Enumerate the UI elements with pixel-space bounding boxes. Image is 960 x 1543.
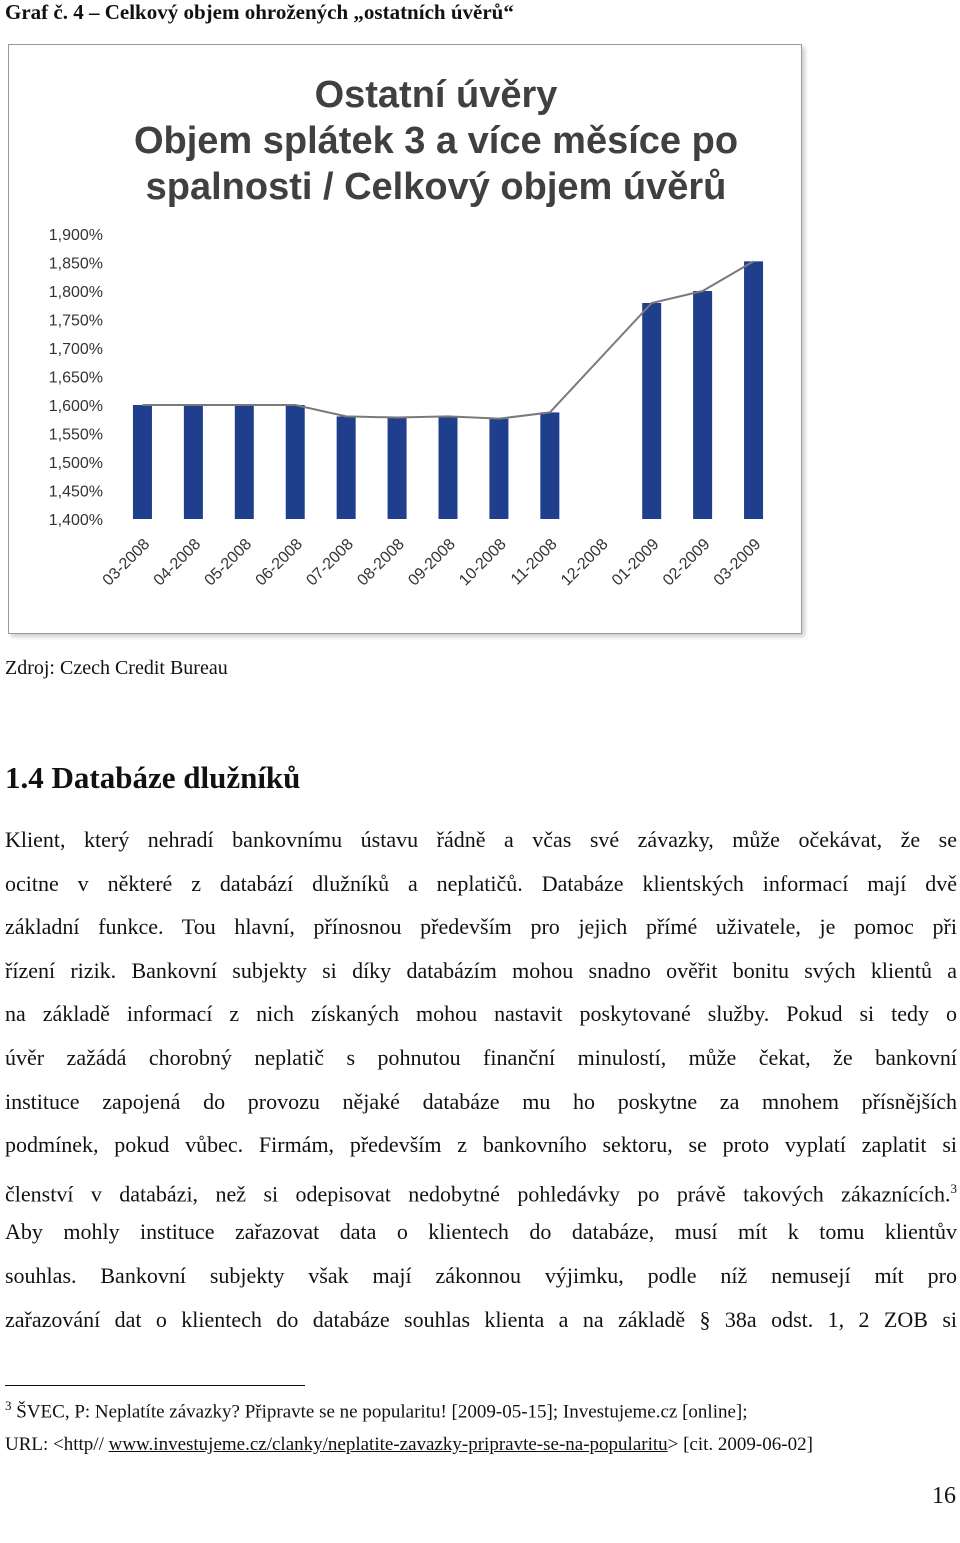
y-tick-label: 1,550% (48, 426, 103, 444)
bar (439, 416, 458, 519)
x-tick-label: 03-2008 (99, 535, 154, 590)
y-tick-label: 1,500% (48, 455, 103, 472)
x-tick-label: 01-2009 (608, 535, 663, 590)
paragraph-line: úvěr zažádá chorobný neplatič s pohnutou finanční minulostí, může čekat, že bankovní (5, 1045, 957, 1070)
y-tick-label: 1,750% (48, 312, 103, 330)
y-tick-label: 1,450% (48, 483, 103, 501)
paragraph-line: Klient, který nehradí bankovnímu ústavu řádně a včas své závazky, může očekávat, že se (5, 827, 957, 852)
paragraph-line: základní funkce. Tou hlavní, přínosnou především pro jejich přímé uživatele, je pomoc při (5, 914, 957, 940)
paragraph-line: souhlas. Bankovní subjekty však mají zákonnou výjimku, podle níž nemusejí mít pro (5, 1263, 957, 1288)
x-tick-label: 03-2009 (710, 535, 765, 590)
x-tick-label: 07-2008 (303, 535, 357, 590)
footnote-url-suffix: > [cit. 2009-06-02] (667, 1434, 813, 1455)
y-tick-label: 1,800% (48, 284, 103, 301)
bar (744, 261, 763, 519)
y-tick-label: 1,400% (48, 512, 103, 529)
y-tick-label: 1,700% (48, 341, 103, 358)
paragraph-line: na základě informací z nich získaných mohou nastavit poskytované služby. Pokud si tedy o (5, 1001, 957, 1027)
y-tick-label: 1,900% (48, 227, 103, 244)
paragraph-line (5, 1175, 957, 1208)
chart-title-line-2: Objem splátek 3 a více měsíce po (133, 120, 739, 162)
x-tick-label: 09-2008 (405, 535, 459, 590)
x-axis (100, 536, 765, 590)
x-tick-label: 06-2008 (252, 535, 307, 590)
footnote-url-prefix: URL: <http// (5, 1434, 109, 1455)
bar (693, 291, 712, 519)
figure-caption: Graf č. 4 – Celkový objem ohrožených „ostatních úvěrů“ (5, 0, 514, 24)
y-axis (49, 227, 103, 529)
footnote-url-link[interactable]: www.investujeme.cz/clanky/neplatite-zavazky-pripravte-se-na-popularitu (108, 1434, 668, 1455)
bar (286, 405, 305, 519)
paragraph-line: ocitne v některé z databází dlužníků a neplatičů. Databáze klientských informací mají dvě (5, 870, 957, 896)
x-tick-label: 10-2008 (456, 535, 510, 590)
chart-title-line-1: Ostatní úvěry (314, 74, 558, 116)
x-tick-label: 04-2008 (150, 535, 205, 590)
x-tick-label: 02-2009 (659, 535, 714, 590)
trend-line (142, 261, 753, 418)
paragraph-line: zařazování dat o klientech do databáze souhlas klienta a na základě § 38a odst. 1, 2 ZOB si (5, 1306, 957, 1332)
x-tick-label: 08-2008 (354, 535, 408, 590)
y-tick-label: 1,650% (48, 369, 103, 387)
y-tick-label: 1,600% (48, 398, 103, 415)
footnote-rule (5, 1385, 305, 1386)
paragraph-line: řízení rizik. Bankovní subjekty si díky databázím mohou snadno ověřit bonitu svých klientů a (5, 957, 957, 983)
bar (133, 405, 152, 519)
bar-chart (9, 45, 801, 633)
footnote-number: 3 (5, 1398, 12, 1413)
footnote-reference[interactable]: 3 (950, 1180, 957, 1196)
x-tick-label: 11-2008 (507, 535, 561, 589)
section-heading: 1.4 Databáze dlužníků (5, 760, 301, 795)
chart-frame (8, 44, 802, 634)
footnote-line-1 (5, 1398, 748, 1423)
figure-source: Zdroj: Czech Credit Bureau (5, 657, 228, 679)
bar (489, 419, 508, 519)
bar (184, 405, 203, 519)
bar (540, 412, 559, 519)
paragraph-line: instituce zapojená do provozu nějaké databáze mu ho poskytne za mnohem přísnějších (5, 1088, 957, 1114)
paragraph-line-text: členství v databázi, než si odepisovat nedobytné pohledávky po právě takových zákaznících. (5, 1181, 951, 1207)
trendline (142, 261, 753, 418)
bar (642, 303, 661, 519)
bar (337, 416, 356, 519)
x-tick-label: 12-2008 (558, 535, 612, 590)
bar (388, 418, 407, 519)
paragraph-line: podmínek, pokud vůbec. Firmám, především z bankovního sektoru, se proto vyplatí zaplatit si (5, 1132, 957, 1158)
x-tick-label: 05-2008 (201, 535, 256, 590)
footnote-text: ŠVEC, P: Neplatíte závazky? Připravte se ne popularitu! [2009-05-15]; Investujeme.cz [online]; (16, 1401, 748, 1423)
paragraph-line: Aby mohly instituce zařazovat data o klientech do databáze, musí mít k tomu klientův (5, 1219, 957, 1245)
bar (235, 405, 254, 519)
page-number: 16 (932, 1483, 956, 1509)
chart-title-line-3: spalnosti / Celkový objem úvěrů (145, 166, 727, 208)
footnote-line-2 (5, 1434, 813, 1456)
y-tick-label: 1,850% (48, 255, 103, 273)
